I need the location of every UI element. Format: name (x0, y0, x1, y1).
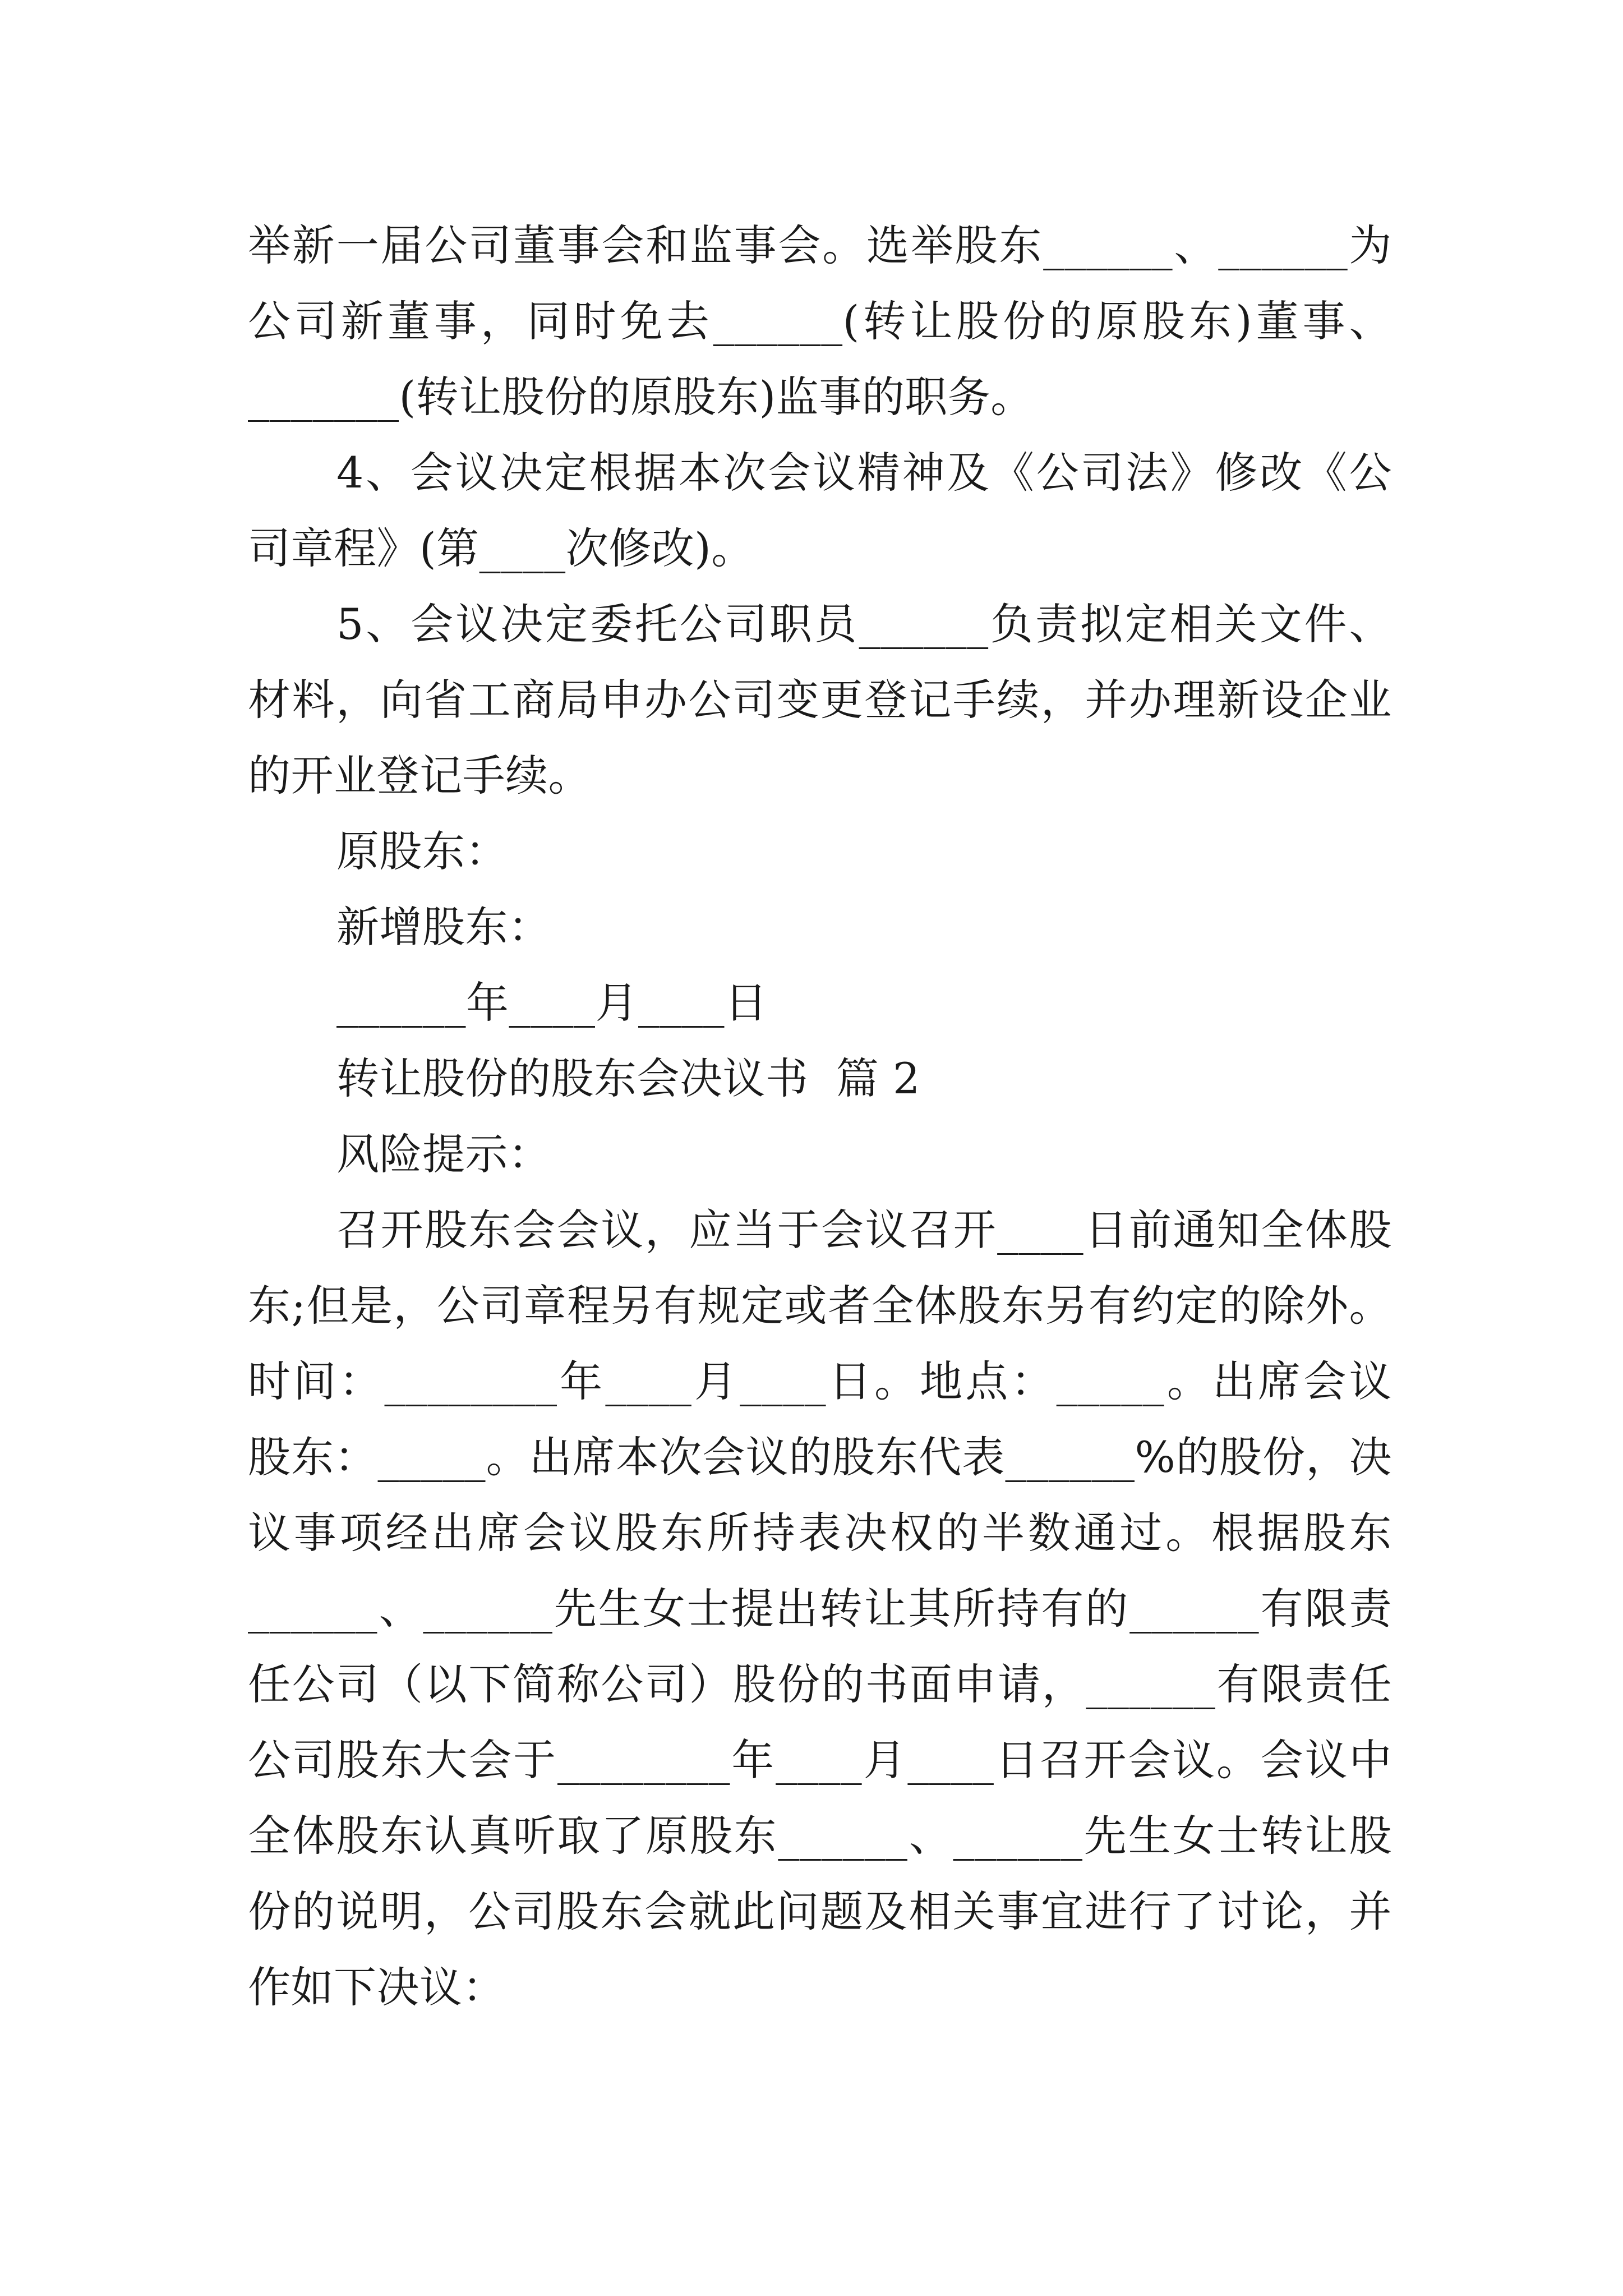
text-line: ______、______先生女士提出转让其所持有的______有限责 (248, 1584, 1392, 1634)
text-line: 风险提示： (336, 1129, 551, 1179)
text-line: 东;但是，公司章程另有规定或者全体股东另有约定的除外。 (248, 1281, 1392, 1331)
text-line: 司章程》(第____次修改)。 (248, 523, 754, 573)
text-line: 4、会议决定根据本次会议精神及《公司法》修改《公 (336, 448, 1392, 498)
text-line: 公司股东大会于________年____月____日召开会议。会议中 (248, 1735, 1392, 1785)
date-line: ______年____月____日 (336, 978, 768, 1028)
text-line: _______(转让股份的原股东)监事的职务。 (248, 372, 1034, 422)
section-heading: 转让股份的股东会决议书 篇 2 (336, 1053, 920, 1103)
text-line: 原股东： (336, 826, 508, 876)
text-line: 任公司（以下简称公司）股份的书面申请，______有限责任 (248, 1659, 1392, 1709)
text-line: 股东：_____。出席本次会议的股东代表______%的股份，决 (248, 1432, 1392, 1482)
text-line: 全体股东认真听取了原股东______、______先生女士转让股 (248, 1811, 1392, 1861)
text-line: 举新一届公司董事会和监事会。选举股东______、______为 (248, 220, 1392, 270)
text-line: 议事项经出席会议股东所持表决权的半数通过。根据股东 (248, 1508, 1392, 1558)
text-line: 材料，向省工商局申办公司变更登记手续，并办理新设企业 (248, 675, 1392, 725)
text-line: 5、会议决定委托公司职员______负责拟定相关文件、 (336, 599, 1392, 649)
text-line: 的开业登记手续。 (248, 751, 591, 800)
text-line: 作如下决议： (248, 1962, 505, 2012)
text-line: 时间：________年____月____日。地点：_____。出席会议 (248, 1356, 1392, 1406)
text-line: 份的说明，公司股东会就此问题及相关事宜进行了讨论，并 (248, 1887, 1392, 1936)
text-line: 新增股东： (336, 902, 551, 952)
text-line: 召开股东会会议，应当于会议召开____日前通知全体股 (336, 1205, 1392, 1255)
text-line: 公司新董事，同时免去______(转让股份的原股东)董事、 (248, 296, 1392, 346)
